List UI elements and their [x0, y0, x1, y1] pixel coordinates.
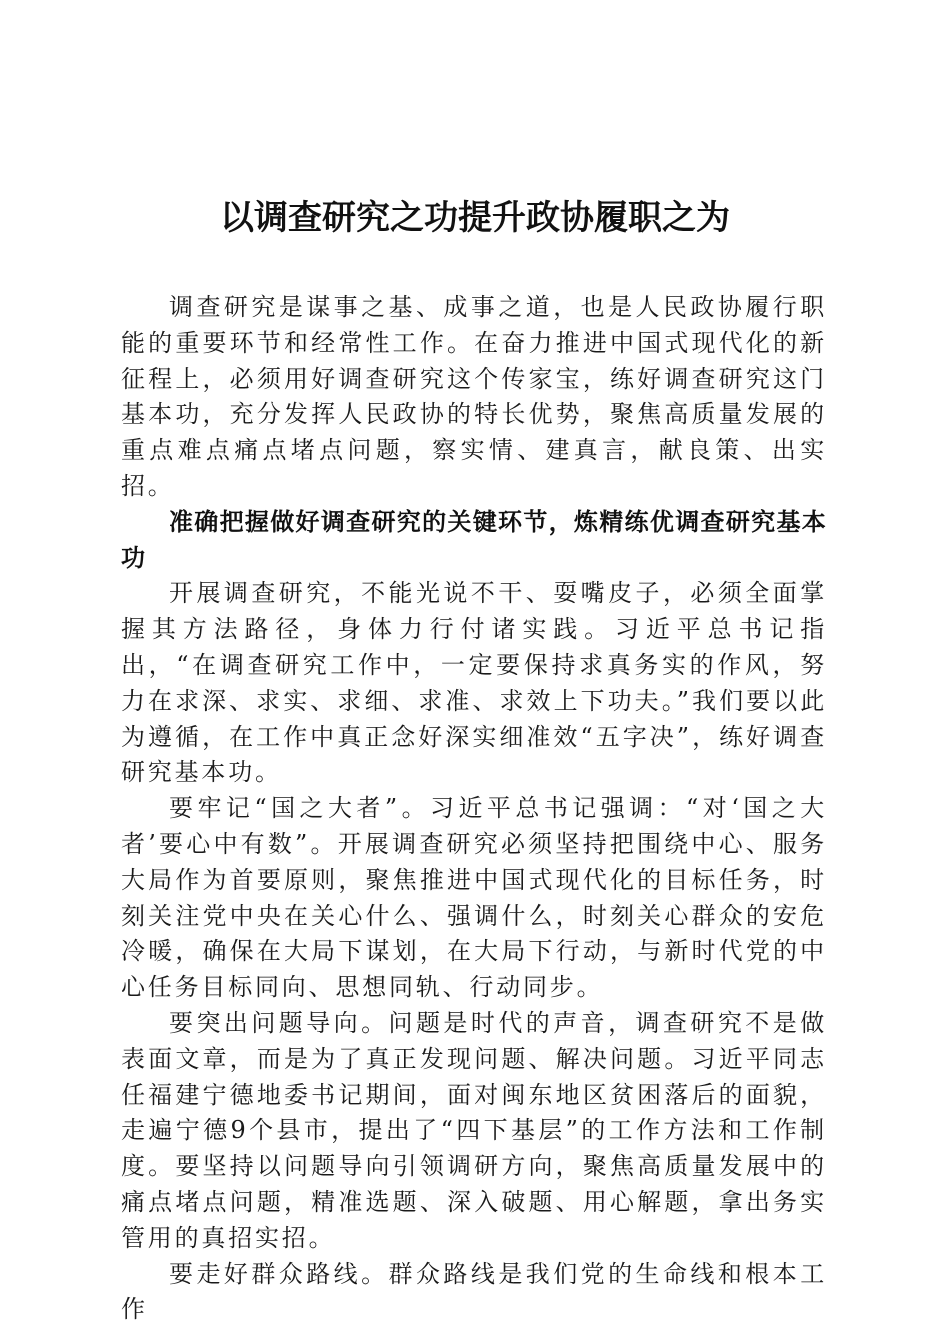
- paragraph-mass-line: 要走好群众路线。群众路线是我们党的生命线和根本工作: [121, 1259, 827, 1324]
- paragraph-national-priorities: 要牢记“国之大者”。习近平总书记强调：“对‘国之大者’要心中有数”。开展调查研究必须坚持把围绕中心、服务大局作为首要原则，聚焦推进中国式现代化的目标任务，时刻关注党中央在关心什么、强调什么，时刻关心群众的安危冷暖，确保在大局下谋划，在大局下行动，与新时代党的中心任务目标同向、思想同轨、行动同步。: [121, 794, 827, 1002]
- paragraph-methods: 开展调查研究，不能光说不干、耍嘴皮子，必须全面掌握其方法路径，身体力行付诸实践。习近平总书记指出，“在调查研究工作中，一定要保持求真务实的作风，努力在求深、求实、求细、求准、求效上下功夫。”我们要以此为遵循，在工作中真正念好深实细准效“五字决”，练好调查研究基本功。: [121, 579, 827, 787]
- document-title: 以调查研究之功提升政协履职之为: [220, 198, 730, 238]
- section-heading: 准确把握做好调查研究的关键环节，炼精练优调查研究基本功: [121, 507, 827, 572]
- document-body: [121, 290, 827, 1328]
- paragraph-intro: 调查研究是谋事之基、成事之道，也是人民政协履行职能的重要环节和经常性工作。在奋力推进中国式现代化的新征程上，必须用好调查研究这个传家宝，练好调查研究这门基本功，充分发挥人民政协的特长优势，聚焦高质量发展的重点难点痛点堵点问题，察实情、建真言，献良策、出实招。: [121, 293, 827, 500]
- paragraph-problem-orientation: 要突出问题导向。问题是时代的声音，调查研究不是做表面文章，而是为了真正发现问题、解决问题。习近平同志任福建宁德地委书记期间，面对闽东地区贫困落后的面貌，走遍宁德9个县市，提出了“四下基层”的工作方法和工作制度。要坚持以问题导向引领调研方向，聚焦高质量发展中的痛点堵点问题，精准选题、深入破题、用心解题，拿出务实管用的真招实招。: [121, 1008, 827, 1252]
